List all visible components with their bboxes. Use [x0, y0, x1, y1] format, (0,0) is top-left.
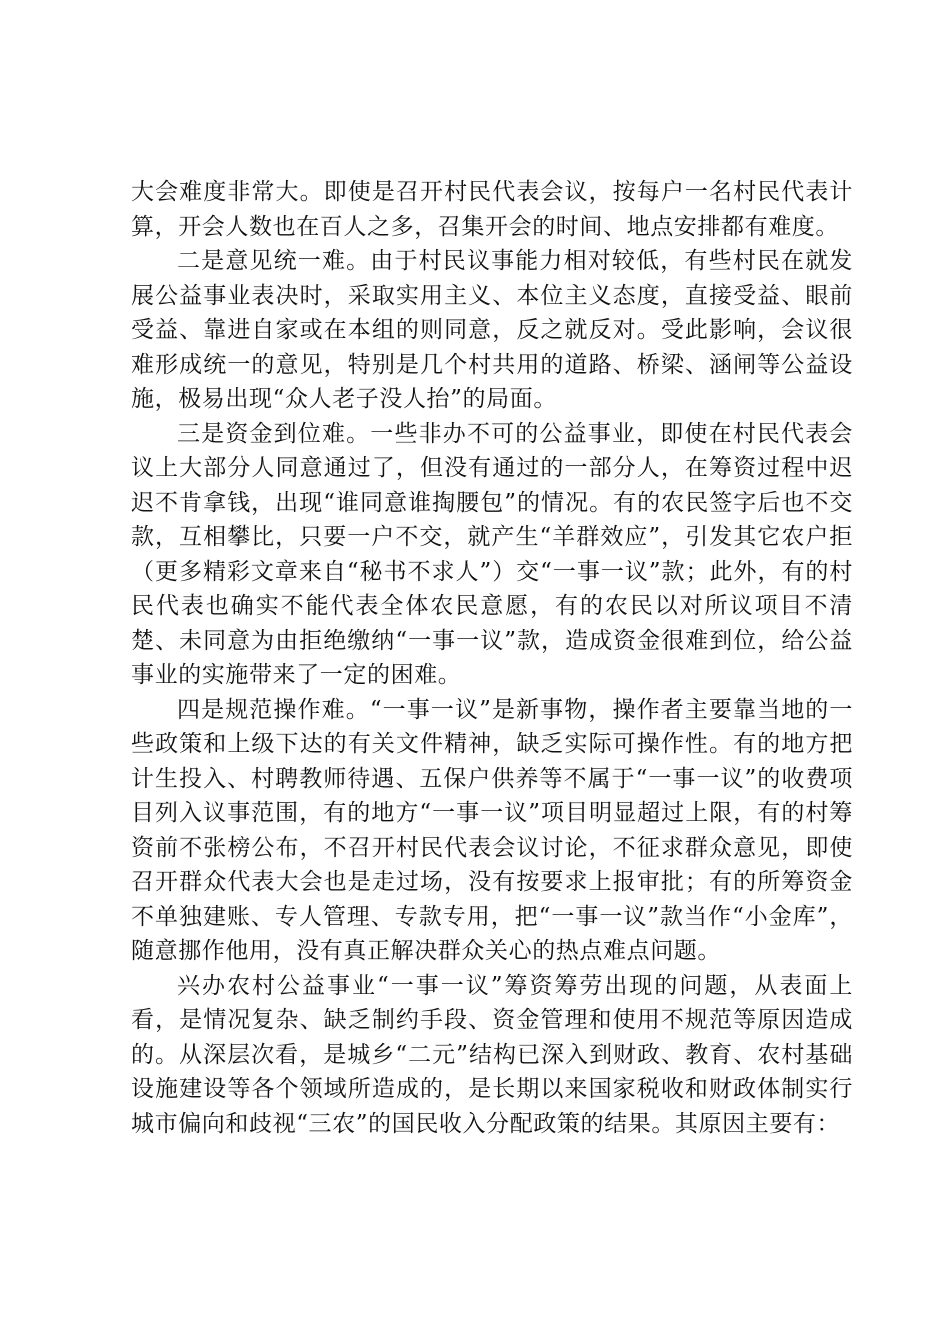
- paragraph-funding: 三是资金到位难。一些非办不可的公益事业，即使在村民代表会议上大部分人同意通过了，但没有通过的一部分人，在筹资过程中迟迟不肯拿钱，出现“谁同意谁掏腰包”的情况。有的农民签字后也不交款，互相攀比，只要一户不交，就产生“羊群效应”，引发其它农户拒（更多精彩文章来自“秘书不求人”）交“一事一议”款；此外，有的村民代表也确实不能代表全体农民意愿，有的农民以对所议项目不清楚、未同意为由拒绝缴纳“一事一议”款，造成资金很难到位，给公益事业的实施带来了一定的困难。: [131, 420, 853, 688]
- paragraph-causes-summary: 兴办农村公益事业“一事一议”筹资筹劳出现的问题，从表面上看，是情况复杂、缺乏制约手段、资金管理和使用不规范等原因造成的。从深层次看，是城乡“二元”结构已深入到财政、教育、农村基础设施建设等各个领域所造成的，是长期以来国家税收和财政体制实行城市偏向和歧视“三农”的国民收入分配政策的结果。其原因主要有：: [131, 972, 853, 1137]
- paragraph-standard-operation: 四是规范操作难。“一事一议”是新事物，操作者主要靠当地的一些政策和上级下达的有关文件精神，缺乏实际可操作性。有的地方把计生投入、村聘教师待遇、五保户供养等不属于“一事一议”的收费项目列入议事范围，有的地方“一事一议”项目明显超过上限，有的村筹资前不张榜公布，不召开村民代表会议讨论，不征求群众意见，即使召开群众代表大会也是走过场，没有按要求上报审批；有的所筹资金不单独建账、专人管理、专款专用，把“一事一议”款当作“小金库”，随意挪作他用，没有真正解决群众关心的热点难点问题。: [131, 696, 853, 964]
- document-body: [131, 175, 853, 1141]
- paragraph-opinion-unity: 二是意见统一难。由于村民议事能力相对较低，有些村民在就发展公益事业表决时，采取实用主义、本位主义态度，直接受益、眼前受益、靠进自家或在本组的则同意，反之就反对。受此影响，会议很难形成统一的意见，特别是几个村共用的道路、桥梁、涵闸等公益设施，极易出现“众人老子没人抬”的局面。: [131, 248, 853, 412]
- paragraph-continuation: 大会难度非常大。即使是召开村民代表会议，按每户一名村民代表计算，开会人数也在百人之多，召集开会的时间、地点安排都有难度。: [131, 179, 853, 240]
